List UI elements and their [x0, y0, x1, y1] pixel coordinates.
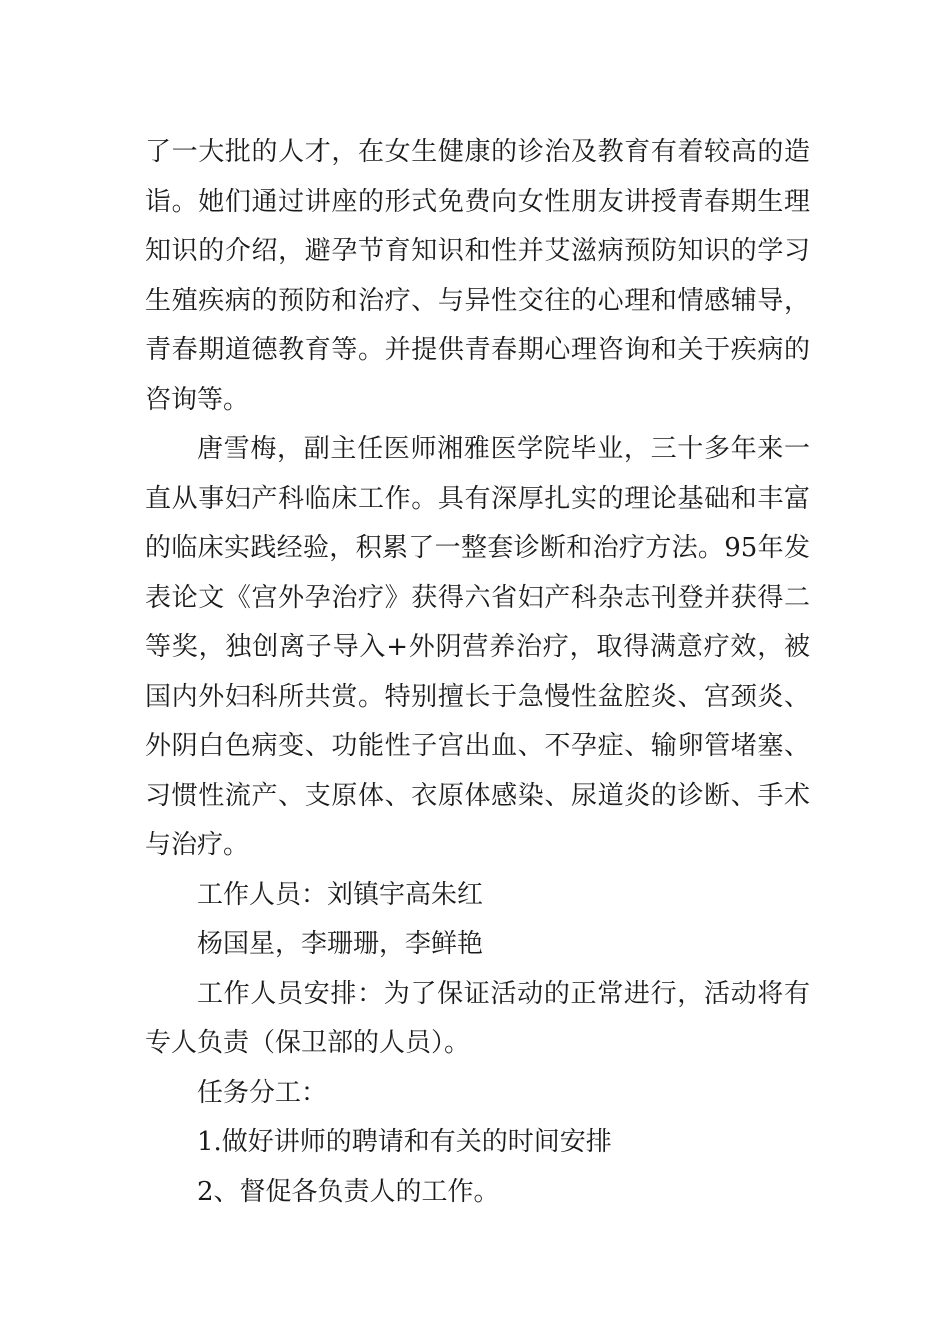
paragraph-doctor-profile: 唐雪梅，副主任医师湘雅医学院毕业，三十多年来一直从事妇产科临床工作。具有深厚扎实的理论基础和丰富的临床实践经验，积累了一整套诊断和治疗方法。95年发表论文《宫外孕治疗》获得六省妇产科杂志刊登并获得二等奖，独创离子导入+外阴营养治疗，取得满意疗效，被国内外妇科所共赏。特别擅长于急慢性盆腔炎、宫颈炎、外阴白色病变、功能性子宫出血、不孕症、输卵管堵塞、习惯性流产、支原体、衣原体感染、尿道炎的诊断、手术与治疗。: [145, 434, 810, 860]
paragraph-continuation: 了一大批的人才，在女生健康的诊治及教育有着较高的造诣。她们通过讲座的形式免费向女性朋友讲授青春期生理知识的介绍，避孕节育知识和性并艾滋病预防知识的学习生殖疾病的预防和治疗、与异性交往的心理和情感辅导，青春期道德教育等。并提供青春期心理咨询和关于疾病的咨询等。: [145, 137, 810, 415]
document-body: [145, 128, 810, 1217]
paragraph-staff-arrangement: 工作人员安排：为了保证活动的正常进行，活动将有专人负责（保卫部的人员）。: [145, 978, 810, 1058]
paragraph-staff: 工作人员：刘镇宇高朱红: [197, 879, 484, 910]
paragraph-staff-names: 杨国星，李珊珊，李鲜艳: [197, 929, 484, 959]
list-item-task-2: 2、督促各负责人的工作。: [197, 1176, 500, 1207]
paragraph-task-heading: 任务分工：: [197, 1077, 328, 1108]
list-item-task-1: 1.做好讲师的聘请和有关的时间安排: [197, 1127, 612, 1157]
